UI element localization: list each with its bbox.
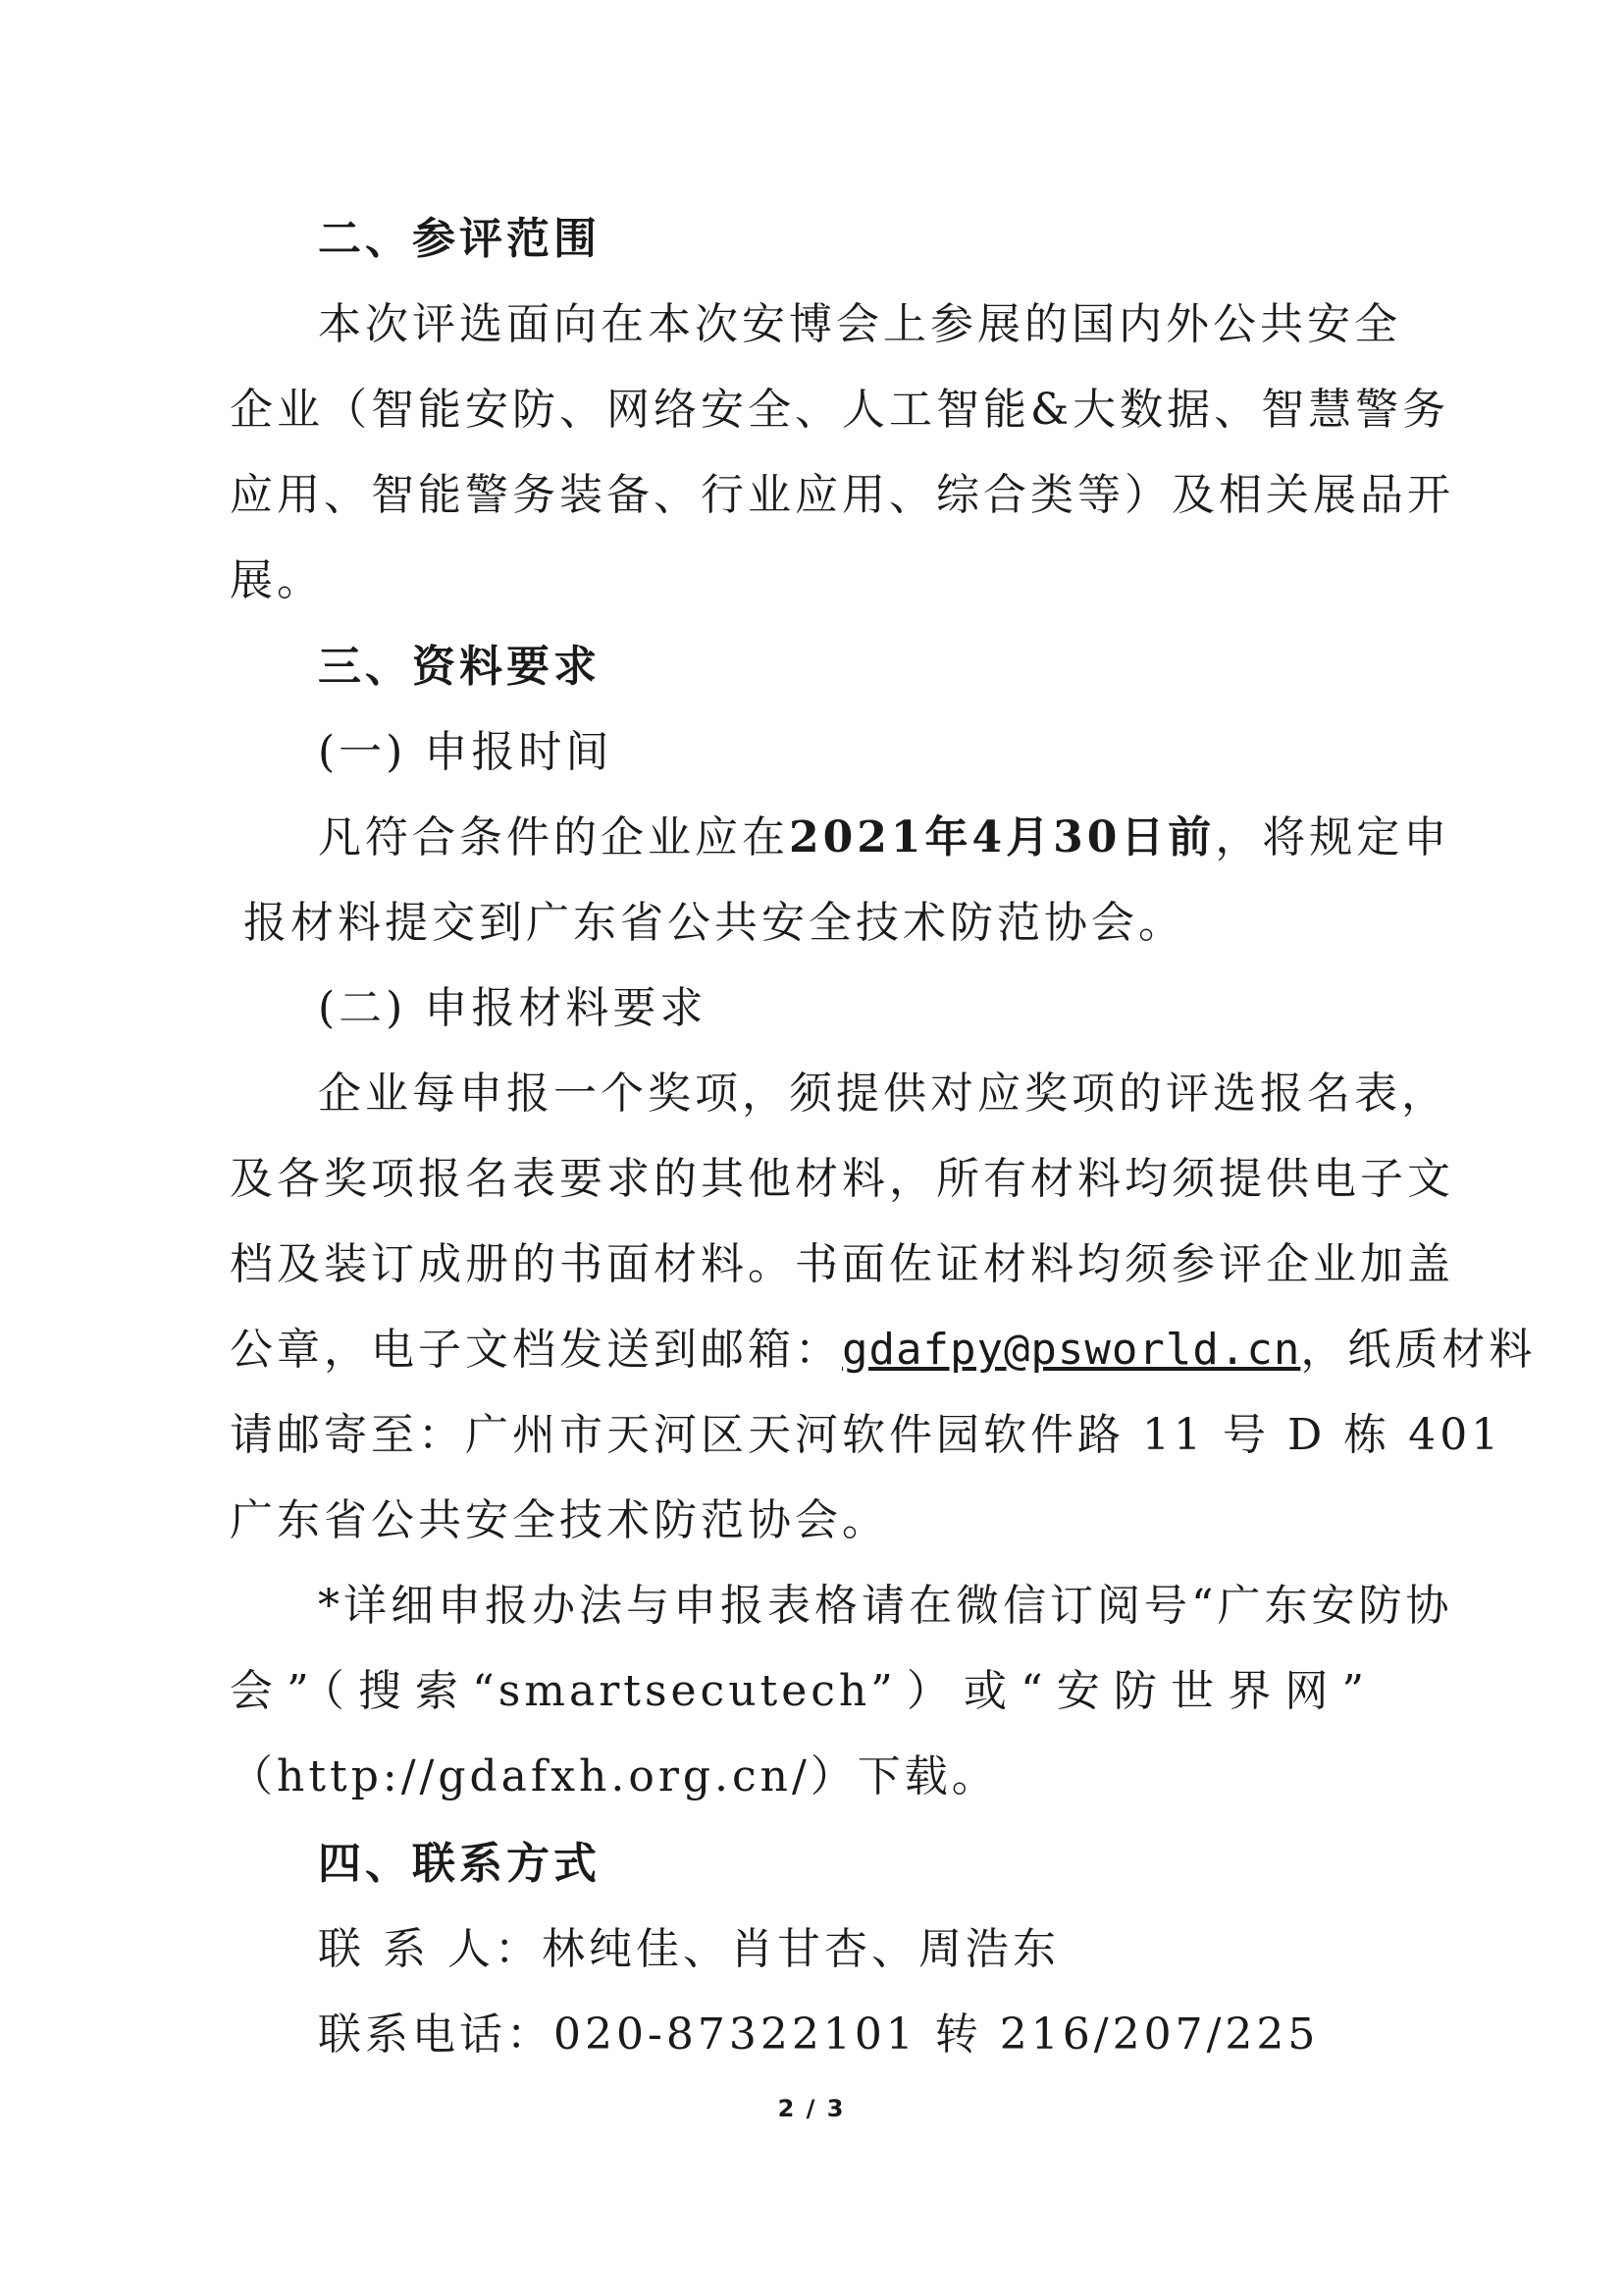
paragraph-line: 展。 bbox=[230, 555, 324, 605]
paragraph-line: 应用、智能警务装备、行业应用、综合类等）及相关展品开 bbox=[230, 470, 1454, 520]
section-heading-contact: 四、联系方式 bbox=[318, 1839, 601, 1889]
paragraph-line: 企业（智能安防、网络安全、人工智能&大数据、智慧警务 bbox=[230, 385, 1450, 435]
paragraph-line: 本次评选面向在本次安博会上参展的国内外公共安全 bbox=[318, 299, 1401, 349]
note-line: 会”（搜索“smartsecutech”）或“安防世界网” bbox=[230, 1666, 1368, 1716]
subsection-title-requirements: (二) 申报材料要求 bbox=[318, 983, 707, 1033]
section-materials bbox=[230, 624, 1537, 1819]
email-text-pre: 公章，电子文档发送到邮箱： bbox=[230, 1325, 842, 1375]
email-text-post: ，纸质材料 bbox=[1300, 1325, 1537, 1375]
deadline-text-post: ，将规定申 bbox=[1215, 812, 1451, 862]
section-heading-scope: 二、参评范围 bbox=[318, 214, 601, 264]
section-scope bbox=[230, 196, 1454, 623]
paragraph-line: 及各奖项报名表要求的其他材料，所有材料均须提供电子文 bbox=[230, 1154, 1454, 1204]
deadline-line bbox=[230, 795, 1451, 880]
contact-phone: 联系电话：020-87322101 转 216/207/225 bbox=[318, 2009, 1320, 2060]
section-contact bbox=[230, 1821, 1368, 2077]
note-line: *详细申报办法与申报表格请在微信订阅号“广东安防协 bbox=[318, 1581, 1453, 1631]
email-link[interactable]: gdafpy@psworld.cn bbox=[842, 1325, 1301, 1375]
deadline-date: 2021年4月30日前 bbox=[789, 812, 1216, 862]
contact-persons: 联 系 人：林纯佳、肖甘杏、周浩东 bbox=[318, 1924, 1060, 1974]
email-line bbox=[230, 1307, 1537, 1392]
page-number: 2 / 3 bbox=[777, 2095, 846, 2122]
paragraph-line: 企业每申报一个奖项，须提供对应奖项的评选报名表， bbox=[318, 1069, 1448, 1119]
address-line: 广东省公共安全技术防范协会。 bbox=[230, 1495, 889, 1545]
deadline-text-pre: 凡符合条件的企业应在 bbox=[318, 812, 789, 862]
note-line: （http://gdafxh.org.cn/）下载。 bbox=[230, 1751, 999, 1801]
paragraph-line: 档及装订成册的书面材料。书面佐证材料均须参评企业加盖 bbox=[230, 1239, 1454, 1289]
paragraph-line: 报材料提交到广东省公共安全技术防范协会。 bbox=[243, 898, 1185, 948]
address-line: 请邮寄至：广州市天河区天河软件园软件路 11 号 D 栋 401 bbox=[230, 1410, 1503, 1460]
subsection-title-deadline: (一) 申报时间 bbox=[318, 727, 613, 777]
section-heading-materials: 三、资料要求 bbox=[318, 642, 601, 692]
